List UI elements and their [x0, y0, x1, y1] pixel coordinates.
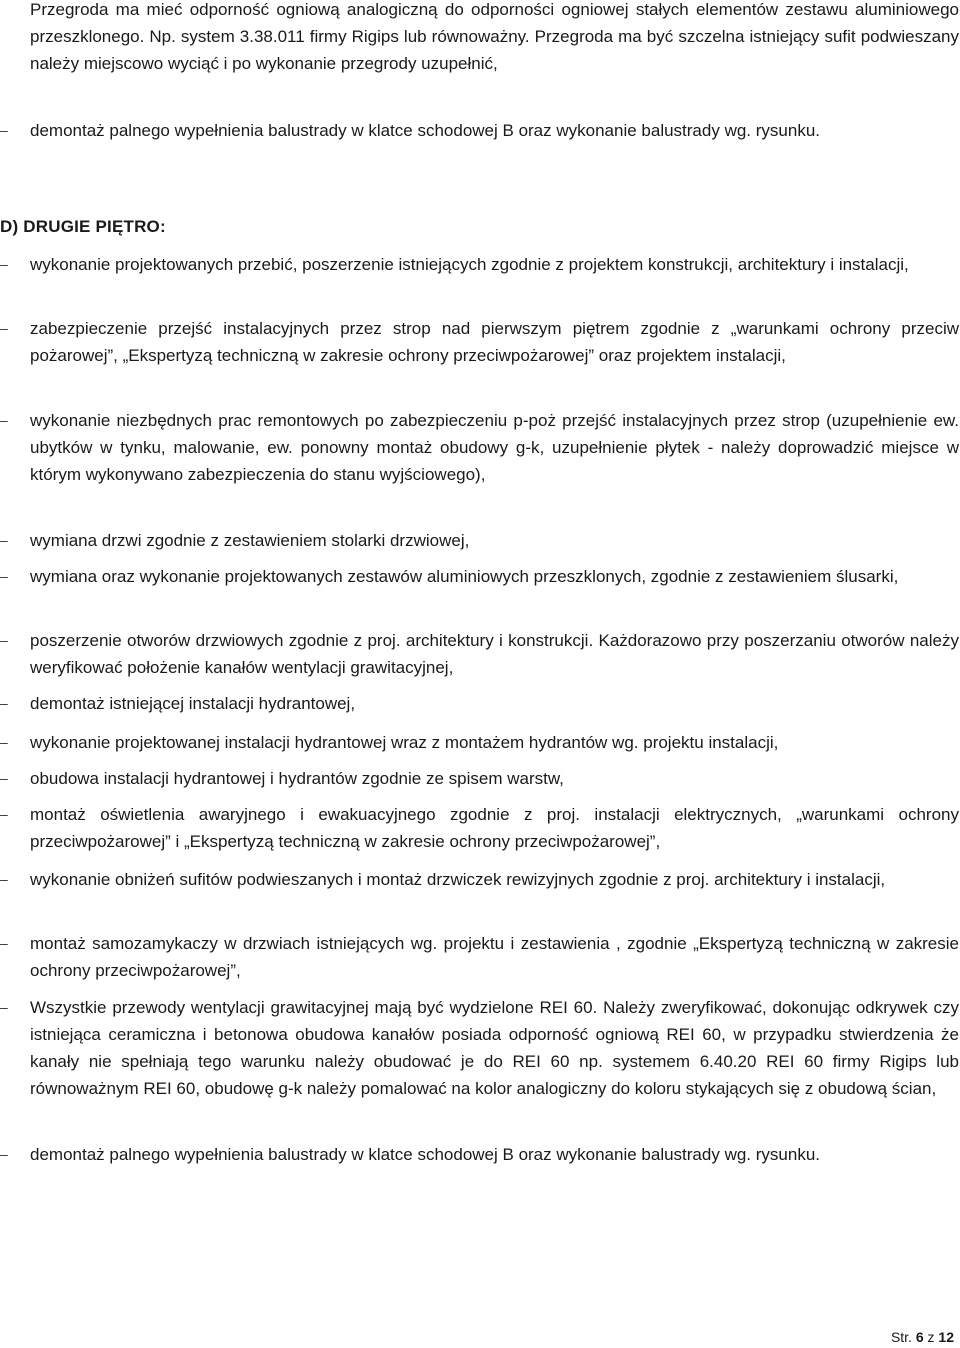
- bullet-dash: –: [0, 256, 8, 272]
- footer-separator: z: [927, 1329, 935, 1345]
- list-item: [0, 251, 959, 278]
- footer-page-number: 6: [915, 1329, 924, 1345]
- footer-page-total: 12: [938, 1329, 954, 1345]
- bullet-dash: –: [0, 935, 8, 951]
- list-item-text: Wszystkie przewody wentylacji grawitacyjnej mają być wydzielone REI 60. Należy zweryfikować, dokonując odkrywek czy istniejąca ceramiczna i betonowa obudowa kanałów posiada odporność ogniową REI 60, w przypadku stwierdzenia że kanały nie spełniają tego warunku należy obudować je do REI 60 np. systemem 6.40.20 REI 60 firmy Rigips lub równoważnym REI 60, obudowę g-k należy pomalować na kolor analogiczny do koloru stykających się z obudową ścian,: [30, 998, 959, 1098]
- list-item: [0, 1141, 959, 1168]
- list-item-text: montaż oświetlenia awaryjnego i ewakuacyjnego zgodnie z proj. instalacji elektrycznych, „warunkami ochrony przeciwpożarowej” i „Ekspertyzą techniczną w zakresie ochrony przeciwpożarowej”,: [30, 805, 959, 851]
- list-item: [0, 765, 959, 792]
- list-item-text: obudowa instalacji hydrantowej i hydrantów zgodnie ze spisem warstw,: [30, 769, 564, 788]
- list-item-text: demontaż palnego wypełnienia balustrady w klatce schodowej B oraz wykonanie balustrady wg. rysunku.: [30, 121, 820, 140]
- bullet-dash: –: [0, 806, 8, 822]
- bullet-dash: –: [0, 568, 8, 584]
- list-item: [0, 930, 959, 984]
- footer-prefix: Str.: [890, 1329, 912, 1345]
- list-item-text: wykonanie obniżeń sufitów podwieszanych i montaż drzwiczek rewizyjnych zgodnie z proj. architektury i instalacji,: [30, 870, 886, 889]
- bullet-dash: –: [0, 770, 8, 786]
- list-item-text: wykonanie niezbędnych prac remontowych po zabezpieczeniu p-poż przejść instalacyjnych przez strop (uzupełnienie ew. ubytków w tynku, malowanie, ew. ponowny montaż obudowy g-k, uzupełnienie płytek - należy doprowadzić miejsce w którym wykonywano zabezpieczenia do stanu wyjściowego),: [30, 411, 959, 484]
- list-item-text: wymiana drzwi zgodnie z zestawieniem stolarki drzwiowej,: [30, 531, 470, 550]
- list-item: [0, 994, 959, 1102]
- list-item: [0, 801, 959, 855]
- page-footer: [891, 1328, 954, 1346]
- list-item: [0, 563, 959, 590]
- bullet-dash: –: [0, 871, 8, 887]
- list-item: [0, 729, 959, 756]
- bullet-dash: –: [0, 632, 8, 648]
- bullet-dash: –: [0, 999, 8, 1015]
- list-item: [0, 627, 959, 681]
- section-heading: D) DRUGIE PIĘTRO:: [0, 217, 166, 236]
- list-item-text: wymiana oraz wykonanie projektowanych zestawów aluminiowych przeszklonych, zgodnie z zestawieniem ślusarki,: [30, 567, 899, 586]
- bullet-dash: –: [0, 695, 8, 711]
- list-item-text: zabezpieczenie przejść instalacyjnych przez strop nad pierwszym piętrem zgodnie z „warunkami ochrony przeciw pożarowej”, „Ekspertyzą techniczną w zakresie ochrony przeciwpożarowej” oraz projektem instalacji,: [30, 319, 959, 365]
- list-item: [0, 866, 959, 893]
- list-item-text: demontaż palnego wypełnienia balustrady w klatce schodowej B oraz wykonanie balustrady wg. rysunku.: [30, 1145, 820, 1164]
- bullet-dash: –: [0, 734, 8, 750]
- intro-paragraph: Przegroda ma mieć odporność ogniową analogiczną do odporności ogniowej stałych elementów zestawu aluminiowego przeszklonego. Np. system 3.38.011 firmy Rigips lub równoważny. Przegroda ma być szczelna istniejący sufit podwieszany należy miejscowo wyciąć i po wykonanie przegrody uzupełnić,: [30, 0, 959, 73]
- list-item: [0, 407, 959, 488]
- bullet-dash: –: [0, 532, 8, 548]
- list-item-text: wykonanie projektowanej instalacji hydrantowej wraz z montażem hydrantów wg. projektu instalacji,: [30, 733, 779, 752]
- list-item-text: poszerzenie otworów drzwiowych zgodnie z proj. architektury i konstrukcji. Każdorazowo przy poszerzaniu otworów należy weryfikować położenie kanałów wentylacji grawitacyjnej,: [30, 631, 959, 677]
- list-item: [0, 117, 959, 144]
- bullet-dash: –: [0, 320, 8, 336]
- bullet-dash: –: [0, 412, 8, 428]
- list-item: [0, 527, 959, 554]
- bullet-dash: –: [0, 1146, 8, 1162]
- bullet-dash: –: [0, 122, 8, 138]
- list-item-text: montaż samozamykaczy w drzwiach istniejących wg. projektu i zestawienia , zgodnie „Ekspertyzą techniczną w zakresie ochrony przeciwpożarowej”,: [30, 934, 959, 980]
- list-item-text: wykonanie projektowanych przebić, poszerzenie istniejących zgodnie z projektem konstrukcji, architektury i instalacji,: [30, 255, 909, 274]
- list-item-text: demontaż istniejącej instalacji hydrantowej,: [30, 694, 356, 713]
- list-item: [0, 690, 959, 717]
- list-item: [0, 315, 959, 369]
